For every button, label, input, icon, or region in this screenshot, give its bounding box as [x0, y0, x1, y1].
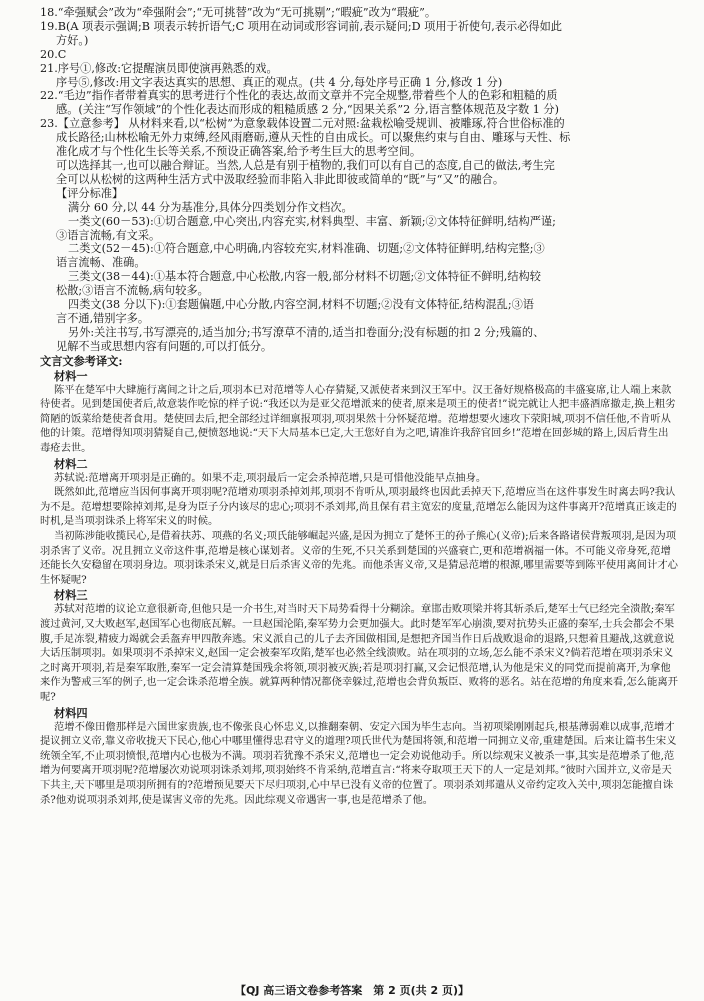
answer-line: ③语言流畅,有文采。 [56, 228, 161, 242]
answer-line: 三类文(38－44):①基本符合题意,中心松散,内容一般,部分材料不切题;②文体特征不鲜明,结构较 [68, 270, 541, 284]
answer-line: 23.【立意参考】 从材料来看,以“松树”为意象载体设置二元对照:盆栽松喻受规训、被雕琢,符合世俗标准的 [40, 117, 565, 131]
material-title: 材料三 [54, 588, 88, 603]
material-paragraph: 苏轼对范增的议论立意很新奇,但他只是一介书生,对当时天下局势看得十分糊涂。章邯击败项梁并将其斩杀后,楚军士气已经完全溃散;秦军渡过黄河,又大败赵军,赵国军心也彻底瓦解。一旦赵国沦陷,秦军势力会更加强大。此时楚军军心崩溃,要对抗势头正盛的秦军,士兵会都会不果腹,手足冻裂,精疲力竭就会丢盔弃甲四散奔逃。宋义派自己的儿子去齐国做相国,是想把齐国当作日后战败退命的退路,只想着且避战,这就意说大话压制项羽。如果项羽不杀掉宋义,赵国一定会被秦军攻陷,楚军也必然全线溃败。站在项羽的立场,怎么能不杀宋义?倘若范增在项羽杀宋义之时离开项羽,若是秦军取胜,秦军一定会清算楚国残余将领,项羽被灭族;若是项羽打赢,又会记恨范增,认为他是宋义的同党而提前离开,为拿他来作为警戒三军的例子,也一定会诛杀范增全族。就算两种情况都侥幸躲过,范增也会背负叛臣、败将的恶名。站在范增的角度来看,怎么能离开呢? [40, 603, 678, 703]
material-paragraph: 陈平在楚军中大肆施行离间之计之后,项羽本已对范增等人心存猜疑,又派使者来到汉王军中。汉王备好规格极高的丰盛宴席,让人端上来款待使者。见到楚国使者后,故意装作吃惊的样子说:“我还以为是亚父范增派来的使者,原来是项王的使者!”说完就让人把丰盛酒席撤走,换上粗劣简陋的饭菜给楚使者食用。楚使回去后,把全部经过详细禀报项羽,项羽果然十分怀疑范增。范增想要火速攻下荥阳城,项羽不信任他,不肯听从他的计策。范增得知项羽猜疑自己,便愤怒地说:“天下大局基本已定,大王您好自为之吧,请准许我辞官回乡!”范增在回彭城的路上,因后背生出毒疮去世。 [40, 383, 676, 455]
material-title: 材料二 [54, 456, 88, 471]
answer-line: 19.B(A 项表示强调;B 项表示转折语气;C 项用在动词或形容词前,表示疑问;D 项用于祈使句,表示必得如此 [40, 19, 562, 33]
material-title: 材料一 [54, 368, 88, 383]
answer-line: 感。(关注“写作领域”的个性化表达而形成的粗糙质感 2 分,“因果关系”2 分,语言整体规范及字数 1 分) [56, 103, 559, 117]
answer-line: 语言流畅、准确。 [56, 256, 146, 270]
material-paragraph: 既然如此,范增应当因何事离开项羽呢?范增劝项羽杀掉刘邦,项羽不肯听从,项羽最终也因此丢掉天下,范增应当在这件事发生时离去吗?我认为不是。范增想要除掉刘邦,是身为臣子分内该尽的忠心;项羽不杀刘邦,尚且保有君主宽宏的度量,范增怎么能因为这件事离开?范增真正该走的时机,是当项羽诛杀上将军宋义的时候。 [40, 486, 677, 528]
answer-line: 21.序号①,修改:它提醒演员即使演再熟悉的戏。 [40, 61, 278, 75]
material-title: 材料四 [54, 705, 88, 720]
answer-line: 四类文(38 分以下):①套题偏题,中心分散,内容空洞,材料不切题;②没有文体特征,结构混乱;③语 [68, 298, 534, 312]
answer-line: 准化成才与个性化生长等关系,不预设正确答案,给予考生巨大的思考空间。 [56, 145, 422, 159]
answer-line: 22.“毛边”指作者带着真实的思考进行个性化的表达,故而文章并不完全规整,带着些个人的色彩和粗糙的质 [40, 89, 558, 103]
translation-heading: 文言文参考译文: [40, 353, 123, 368]
answer-line: 可以选择其一,也可以融合辩证。当然,人总是有别于植物的,我们可以有自己的态度,自己的做法,考生完 [56, 158, 555, 172]
material-paragraph: 当初陈涉能收揽民心,是借着扶苏、项燕的名义;项氏能够崛起兴盛,是因为拥立了楚怀王的孙子熊心(义帝);后来各路诸侯背叛项羽,是因为项羽杀害了义帝。况且拥立义帝这件事,范增是核心谋划者。义帝的生死,不只关系到楚国的兴盛衰亡,更和范增祸福一体。不可能义帝身死,范增还能长久安稳留在项羽身边。项羽诛杀宋义,就是日后杀害义帝的先兆。而他杀害义帝,又是猜忌范增的根源,哪里需要等到陈平使用离间计才心生怀疑呢? [40, 530, 678, 586]
answer-line: 全可以从松树的这两种生活方式中汲取经验而非陷入非此即彼或简单的“既”与“又”的融合。 [56, 172, 505, 186]
translation-section [40, 369, 678, 807]
answer-line: 成长路径;山林松喻无外力束缚,经风雨磨砺,遵从天性的自由成长。可以聚焦约束与自由、雕琢与天性、标 [56, 131, 571, 145]
material-paragraph: 范增不像田儋那样是六国世家贵族,也不像张良心怀忠义,以推翻秦朝、安定六国为毕生志向。当初项梁刚刚起兵,根基薄弱难以成事,范增才提议拥立义帝,靠义帝收拢天下民心,他心中哪里懂得忠君守义的道理?项氏世代为楚国将领,和范增一同拥立义帝,重建楚国。后来让篇书生宋义统领全军,不止项羽愤恨,范增内心也极为不满。项羽若犹豫不杀宋义,范增也一定会劝说他动手。所以综观宋义被杀一事,其实是范增杀了他,范增为何要离开项羽呢?范增屡次劝说项羽诛杀刘邦,项羽始终不肯采纳,范增直言:“将来夺取项王天下的人一定是刘邦。”彼时六国并立,义帝是天下共主,天下哪里是项羽所拥有的?范增预见要天下尽归项羽,心中早已没有义帝的位置了。项羽杀刘邦遣从义帝约定攻入关中,项羽怎能擅自诛杀?他劝说项羽杀刘邦,使是谋害义帝的先兆。因此综观义帝遇害一事,也是范增杀了他。 [40, 720, 677, 806]
answer-line: 方好。) [56, 33, 89, 47]
answer-line: 二类文(52－45):①符合题意,中心明确,内容较充实,材料准确、切题;②文体特征鲜明,结构完整;③ [68, 242, 545, 256]
answer-line: 【评分标准】 [56, 186, 124, 200]
answer-line: 见解不当或思想内容有问题的,可以打低分。 [56, 339, 273, 353]
answer-line: 18.“牵强赋会”改为“牵强附会”;“无可挑替”改为“无可挑剔”;“暇疵”改为“瑕疵”。 [40, 6, 437, 19]
answer-line: 一类文(60－53):①切合题意,中心突出,内容充实,材料典型、丰富、新颖;②文体特征鲜明,结构严谨; [68, 214, 556, 228]
answer-line: 另外:关注书写,书写漂亮的,适当加分;书写潦草不清的,适当扣卷面分;没有标题的扣 2 分;残篇的、 [68, 325, 545, 339]
answer-line: 言不通,错别字多。 [56, 311, 150, 325]
answer-line: 序号⑤,修改:用文字表达真实的思想、真正的观点。(共 4 分,每处序号正确 1 分,修改 1 分) [56, 75, 503, 89]
material-paragraph: 苏轼说:范增离开项羽是正确的。如果不走,项羽最后一定会杀掉范增,只是可惜他没能早点抽身。 [54, 471, 487, 484]
answer-section [40, 6, 678, 354]
answer-line: 满分 60 分,以 44 分为基准分,具体分四类划分作文档次。 [68, 200, 353, 214]
answer-line: 松散;③语言不流畅,病句较多。 [56, 284, 209, 298]
page-footer: 【QJ 高三语文卷参考答案 第 2 页(共 2 页)】 [235, 984, 469, 997]
answer-line: 20.C [40, 47, 67, 61]
